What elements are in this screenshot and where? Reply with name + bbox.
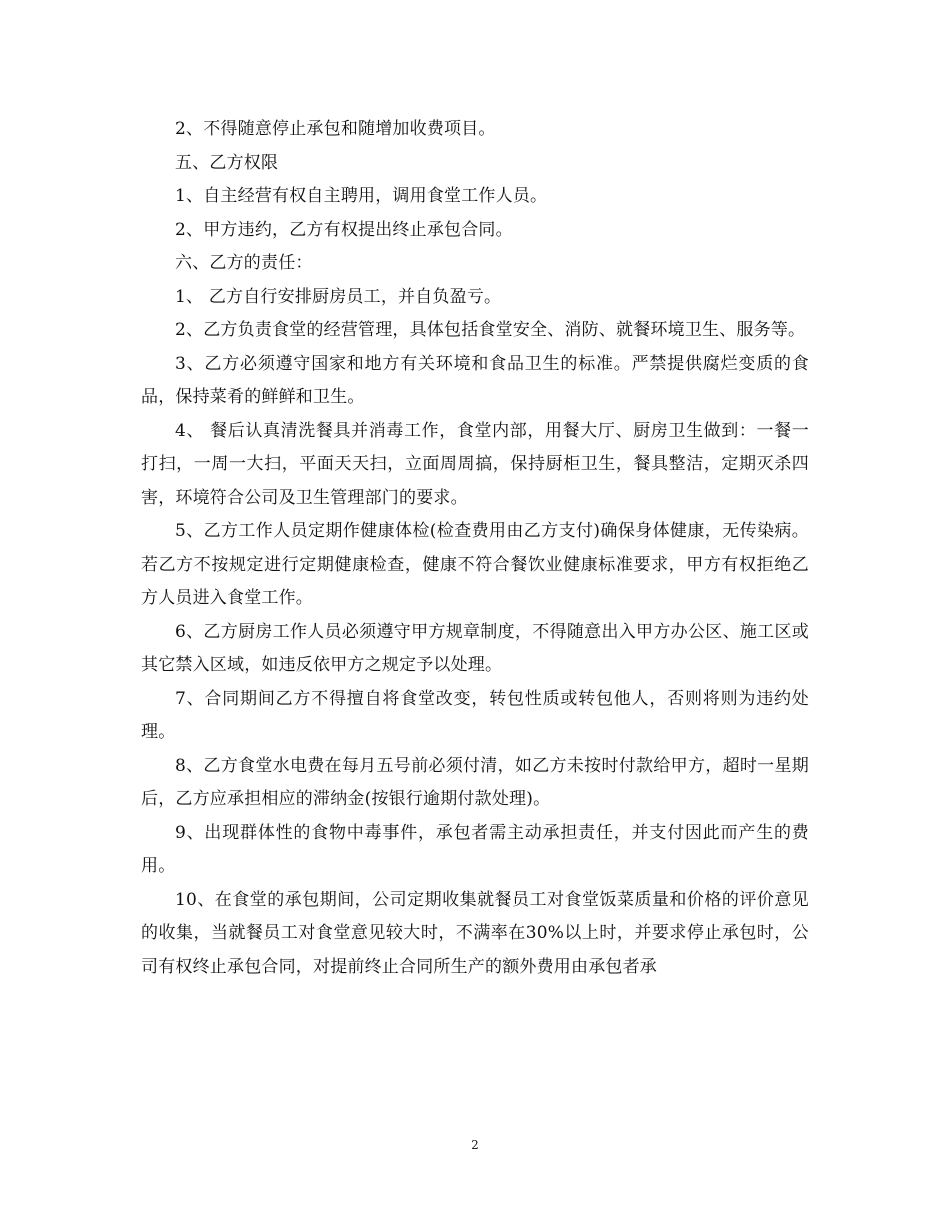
section-heading: 六、乙方的责任： xyxy=(175,253,313,273)
paragraph: 5、乙方工作人员定期作健康体检(检查费用由乙方支付)确保身体健康，无传染病。若乙方不按规定进行定期健康检查，健康不符合餐饮业健康标准要求，甲方有权拒绝乙方人员进入食堂工作。 xyxy=(141,521,809,608)
paragraph: 8、乙方食堂水电费在每月五号前必须付清，如乙方未按时付款给甲方，超时一星期后，乙方应承担相应的滞纳金(按银行逾期付款处理)。 xyxy=(141,755,809,809)
page-number: 2 xyxy=(471,1138,479,1152)
section-heading: 五、乙方权限 xyxy=(175,152,279,173)
paragraph: 3、乙方必须遵守国家和地方有关环境和食品卫生的标准。严禁提供腐烂变质的食品，保持菜肴的鲜鲜和卫生。 xyxy=(141,353,809,407)
paragraph: 2、甲方违约，乙方有权提出终止承包合同。 xyxy=(175,219,513,240)
paragraph: 6、乙方厨房工作人员必须遵守甲方规章制度，不得随意出入甲方办公区、施工区或其它禁入区域，如违反依甲方之规定予以处理。 xyxy=(141,621,809,675)
paragraph: 2、不得随意停止承包和随增加收费项目。 xyxy=(175,119,496,139)
paragraph: 4、 餐后认真清洗餐具并消毒工作，食堂内部，用餐大厅、厨房卫生做到：一餐一打扫，一周一大扫，平面天天扫，立面周周搞，保持厨柜卫生，餐具整洁，定期灭杀四害，环境符合公司及卫生管理部门的要求。 xyxy=(141,420,809,508)
paragraph: 10、在食堂的承包期间，公司定期收集就餐员工对食堂饭菜质量和价格的评价意见的收集，当就餐员工对食堂意见较大时，不满率在30%以上时，并要求停止承包时，公司有权终止承包合同，对提前终止合同所生产的额外费用由承包者承 xyxy=(141,889,809,977)
document-body xyxy=(141,113,809,984)
paragraph: 7、合同期间乙方不得擅自将食堂改变，转包性质或转包他人，否则将则为违约处理。 xyxy=(141,688,809,742)
paragraph: 9、出现群体性的食物中毒事件，承包者需主动承担责任，并支付因此而产生的费用。 xyxy=(141,822,809,876)
paragraph: 2、乙方负责食堂的经营管理，具体包括食堂安全、消防、就餐环境卫生、服务等。 xyxy=(175,320,806,340)
paragraph: 1、 乙方自行安排厨房员工，并自负盈亏。 xyxy=(175,286,502,307)
paragraph: 1、自主经营有权自主聘用，调用食堂工作人员。 xyxy=(175,186,548,206)
